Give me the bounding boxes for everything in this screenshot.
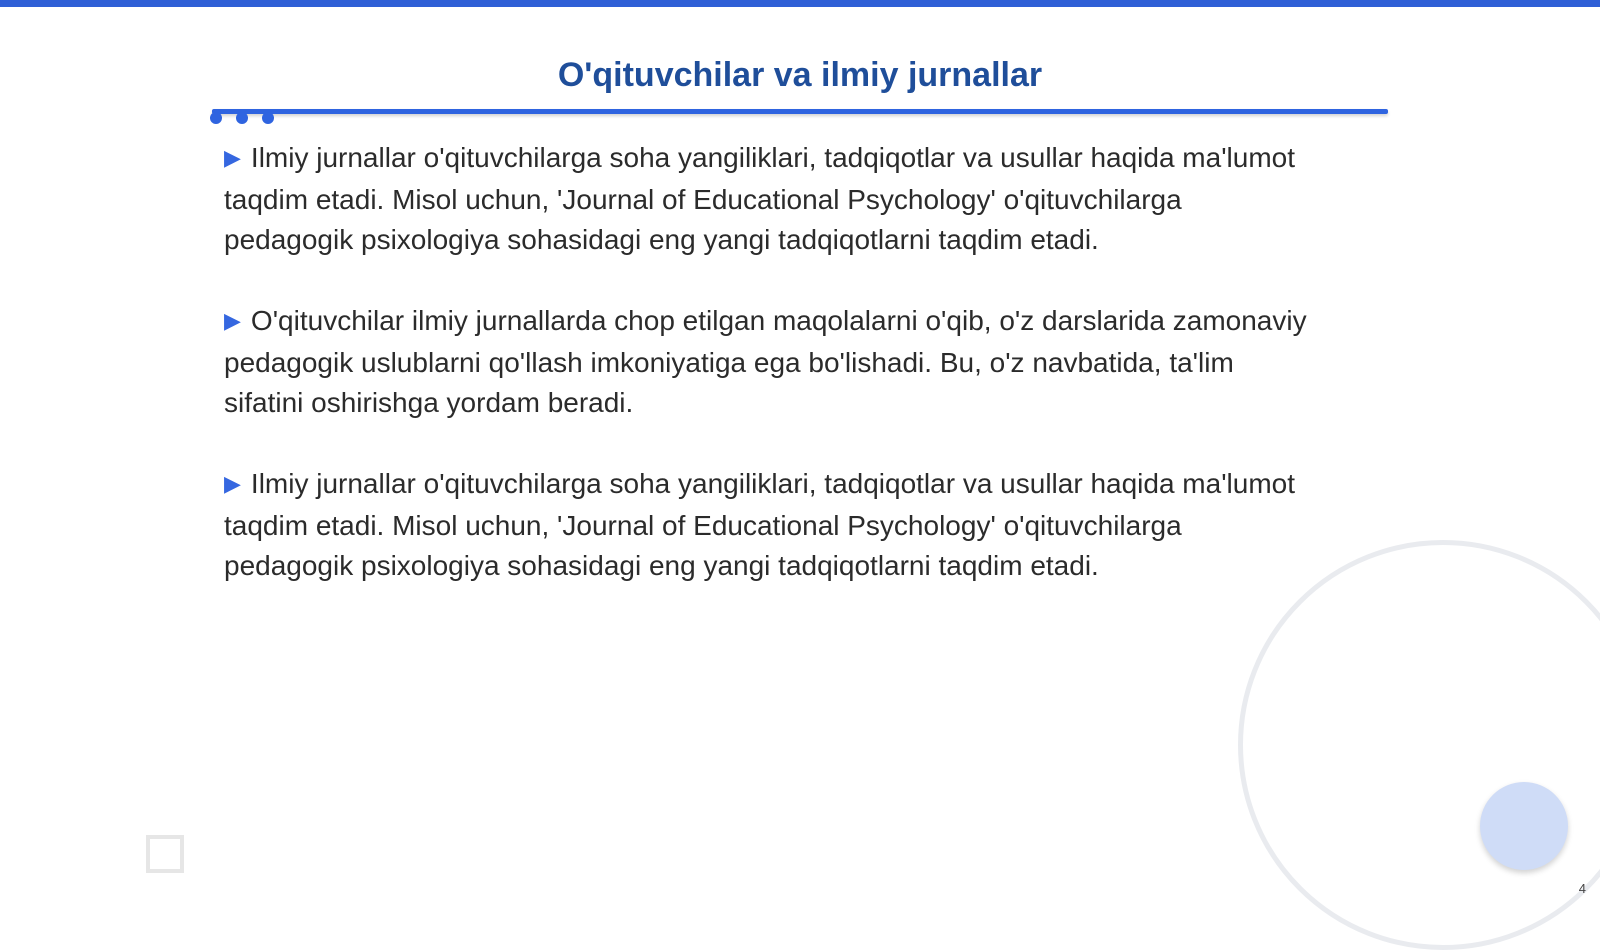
bullet-arrow-icon: ▶ xyxy=(224,145,241,170)
page-number: 4 xyxy=(1578,881,1586,896)
bullet-paragraph xyxy=(224,464,1314,586)
underline-dot xyxy=(262,112,274,124)
underline-dot xyxy=(210,112,222,124)
bullet-arrow-icon: ▶ xyxy=(224,471,241,496)
paragraph-text: O'qituvchilar ilmiy jurnallarda chop etilgan maqolalarni o'qib, o'z darslarida zamonaviy pedagogik uslublarni qo'llash imkoniyatiga ega bo'lishadi. Bu, o'z navbatida, ta'lim sifatini oshirishga yordam beradi. xyxy=(224,305,1307,418)
bullet-arrow-icon: ▶ xyxy=(224,308,241,333)
slide-title: O'qituvchilar va ilmiy jurnallar xyxy=(557,56,1043,94)
decorative-square xyxy=(146,835,184,873)
paragraph-text: Ilmiy jurnallar o'qituvchilarga soha yangiliklari, tadqiqotlar va usullar haqida ma'lumot taqdim etadi. Misol uchun, 'Journal of Educational Psychology' o'qituvchilarga pedagogik psixologiya sohasidagi eng yangi tadqiqotlarni taqdim etadi. xyxy=(224,468,1296,581)
bullet-paragraph xyxy=(224,138,1314,260)
underline-dot xyxy=(236,112,248,124)
paragraph-text: Ilmiy jurnallar o'qituvchilarga soha yangiliklari, tadqiqotlar va usullar haqida ma'lumot taqdim etadi. Misol uchun, 'Journal of Educational Psychology' o'qituvchilarga pedagogik psixologiya sohasidagi eng yangi tadqiqotlarni taqdim etadi. xyxy=(224,142,1296,255)
bullet-list xyxy=(224,138,1314,627)
top-accent-bar xyxy=(0,0,1600,7)
decorative-blue-circle xyxy=(1480,782,1568,870)
title-underline xyxy=(212,109,1388,114)
bullet-paragraph xyxy=(224,301,1314,423)
